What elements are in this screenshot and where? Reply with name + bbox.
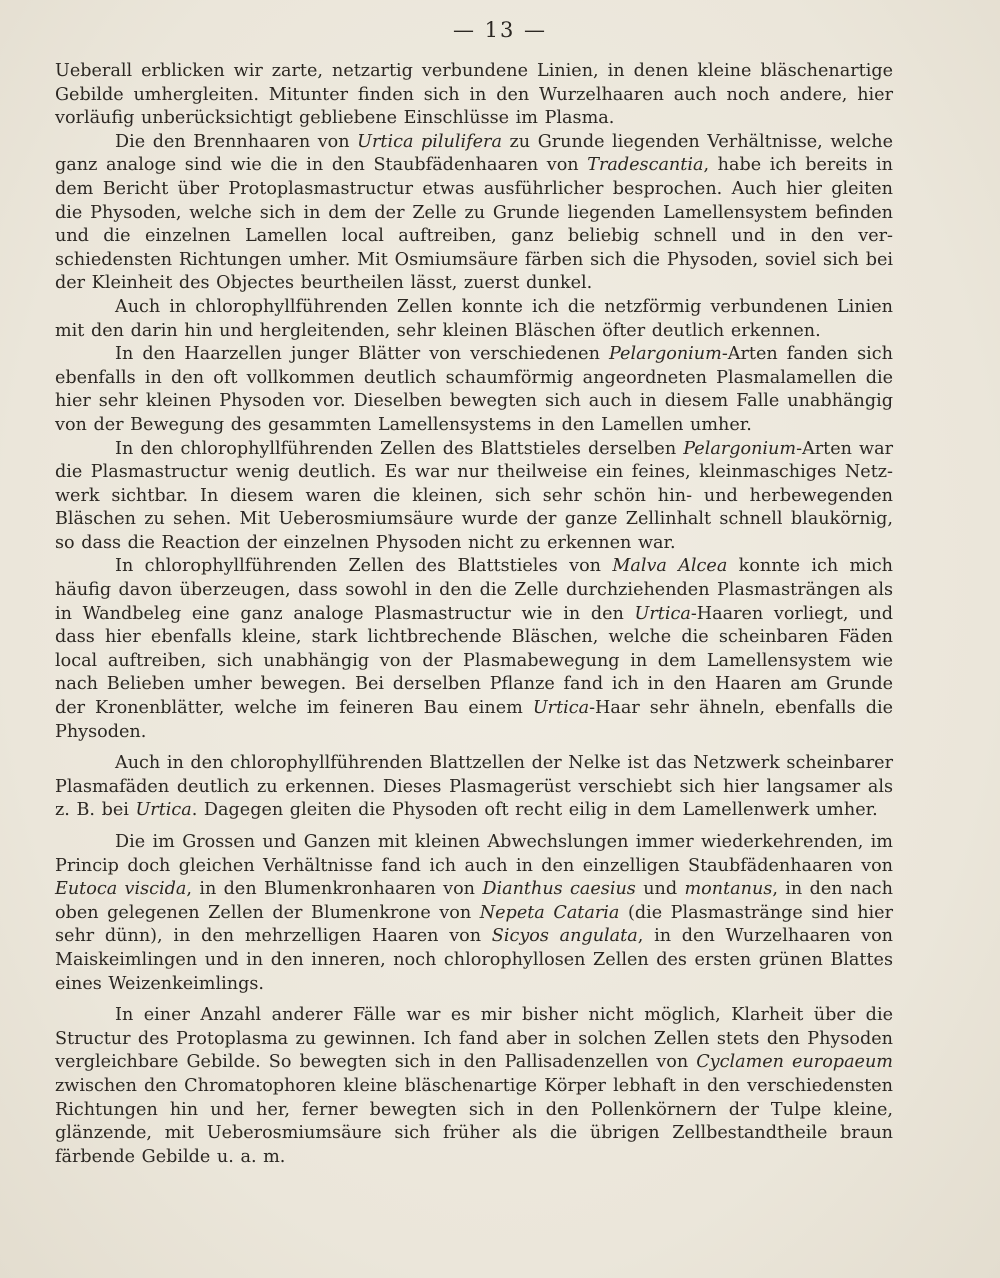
text-run: , in den Blumenkronhaaren von [186, 879, 483, 900]
text-run: Die den Brennhaaren von [115, 131, 358, 152]
text-run: -Haar sehr ähneln, ebenfalls die Physoden. [55, 698, 893, 742]
taxon-name: Cyclamen europaeum [696, 1052, 893, 1073]
taxon-name: Eutoca viscida [55, 879, 187, 900]
paragraph [55, 296, 893, 343]
taxon-name: Urtica [135, 800, 192, 821]
taxon-name: Pelargonium [683, 438, 797, 459]
text-run: Auch in den chlorophyllführenden Blattzellen der Nelke ist das Netzwerk scheinbarer Plasmafäden deutlich zu erkennen. Dieses Plasmagerüst verschiebt sich hier langsamer als z. B. bei [55, 753, 893, 821]
taxon-name: montanus [684, 879, 773, 900]
paragraph [55, 831, 893, 996]
taxon-name: Nepeta Cataria [479, 902, 620, 923]
text-run: zu Grunde liegenden Verhältnisse, welche ganz analoge sind wie die in den Staubfädenhaaren von [55, 131, 894, 176]
text-run: -Haaren vorliegt, und dass hier ebenfalls kleine, stark lichtbrechende Bläschen, welche die scheinbaren Fäden local auftreiben, sich unabhängig von der Plasmabewegung in dem Lamellensystem wie nach Belieben umher bewegen. Bei derselben Pflanze fand ich in den Haaren am Grunde der Kronenblätter, welche im feineren Bau einem [55, 603, 893, 719]
text-run: , habe ich bereits in dem Bericht über Protoplasmastructur etwas ausführlicher besprochen. Auch hier gleiten die Physoden, welche sich in dem der Zelle zu Grunde liegenden Lamellensystem befinden und die einzelnen Lamellen local auftreiben, ganz beliebig schnell und in den verschiedensten Richtungen umher. Mit Osmiumsäure färben sich die Physoden, soviel sich bei der Kleinheit des Objectes beurtheilen lässt, zuerst dunkel. [55, 155, 893, 294]
text-run: Ueberall erblicken wir zarte, netzartig verbundene Linien, in denen kleine bläschenartige Gebilde umhergleiten. Mitunter finden sich in den Wurzelhaaren auch noch andere, hier vorläufig unberücksichtigt gebliebene Einschlüsse im Plasma. [55, 61, 893, 129]
text-run: und [635, 879, 685, 900]
taxon-name: Dianthus caesius [482, 879, 636, 900]
paragraph [55, 343, 893, 437]
text-run: , in den nach oben gelegenen Zellen der Blumenkrone von [55, 879, 893, 923]
paragraph [55, 60, 893, 131]
text-run: In chlorophyllführenden Zellen des Blattstieles von [115, 556, 613, 577]
paragraph [55, 752, 893, 823]
text-run: -Arten war die Plasmastructur wenig deutlich. Es war nur theilweise ein feines, kleinmaschiges Netzwerk sichtbar. In diesem waren die kleinen, sich sehr schön hin- und herbewegenden Bläschen zu sehen. Mit Ueberosmiumsäure wurde der ganze Zellinhalt schnell blaukörnig, so dass die Reaction der einzelnen Physoden nicht zu erkennen war. [55, 438, 893, 553]
text-run: , in den Wurzelhaaren von Maiskeimlingen und in den inneren, noch chlorophyllosen Zellen des ersten grünen Blattes eines Weizenkeimlings. [55, 926, 894, 994]
text-run: (die Plasmastränge sind hier sehr dünn), in den mehrzelligen Haaren von [55, 902, 893, 947]
text-run: Die im Grossen und Ganzen mit kleinen Abwechslungen immer wiederkehrenden, im Princip doch gleichen Verhältnisse fand ich auch in den einzelligen Staubfädenhaaren von [55, 832, 893, 876]
body-text [55, 60, 893, 1169]
taxon-name: Pelargonium [608, 344, 722, 365]
text-run: zwischen den Chromatophoren kleine bläschenartige Körper lebhaft in den verschiedensten Richtungen hin und her, ferner bewegten sich in den Pollenkörnern der Tulpe kleine, glänzende, mit Ueberosmiumsäure sich früher als die übrigen Zellbestandtheile braun färbende Gebilde u. a. m. [55, 1075, 893, 1167]
paragraph [55, 131, 893, 296]
page-number: — 13 — [452, 18, 548, 42]
taxon-name: Malva Alcea [612, 556, 728, 577]
text-run: In den Haarzellen junger Blätter von verschiedenen [115, 344, 609, 365]
text-run: In einer Anzahl anderer Fälle war es mir bisher nicht möglich, Klarheit über die Structur des Protoplasma zu gewinnen. Ich fand aber in solchen Zellen stets den Physoden vergleichbare Gebilde. So bewegten sich in den Pallisadenzellen von [55, 1005, 893, 1073]
paragraph [55, 1004, 893, 1169]
taxon-name: Sicyos angulata [491, 926, 638, 947]
text-run: -Arten fanden sich ebenfalls in den oft vollkommen deutlich schaumförmig angeordneten Plasmalamellen die hier sehr kleinen Physoden vor. Dieselben bewegten sich auch in diesem Falle unabhängig von der Bewegung des gesammten Lamellensystems in den Lamellen umher. [55, 344, 893, 435]
text-run: In den chlorophyllführenden Zellen des Blattstieles derselben [115, 438, 684, 459]
taxon-name: Urtica [634, 603, 691, 624]
paragraph [55, 555, 893, 744]
text-run: konnte ich mich häufig davon überzeugen, dass sowohl in den die Zelle durchziehenden Plasmasträngen als in Wandbeleg eine ganz analoge Plasmastructur wie in den [55, 556, 894, 624]
taxon-name: Tradescantia [587, 155, 704, 176]
taxon-name: Urtica pilulifera [357, 131, 502, 152]
paragraph [55, 438, 893, 556]
text-run: Auch in chlorophyllführenden Zellen konnte ich die netzförmig verbundenen Linien mit den darin hin und hergleitenden, sehr kleinen Bläschen öfter deutlich erkennen. [55, 296, 893, 341]
taxon-name: Urtica [532, 698, 590, 719]
text-run: . Dagegen gleiten die Physoden oft recht eilig in dem Lamellenwerk umher. [191, 800, 878, 821]
